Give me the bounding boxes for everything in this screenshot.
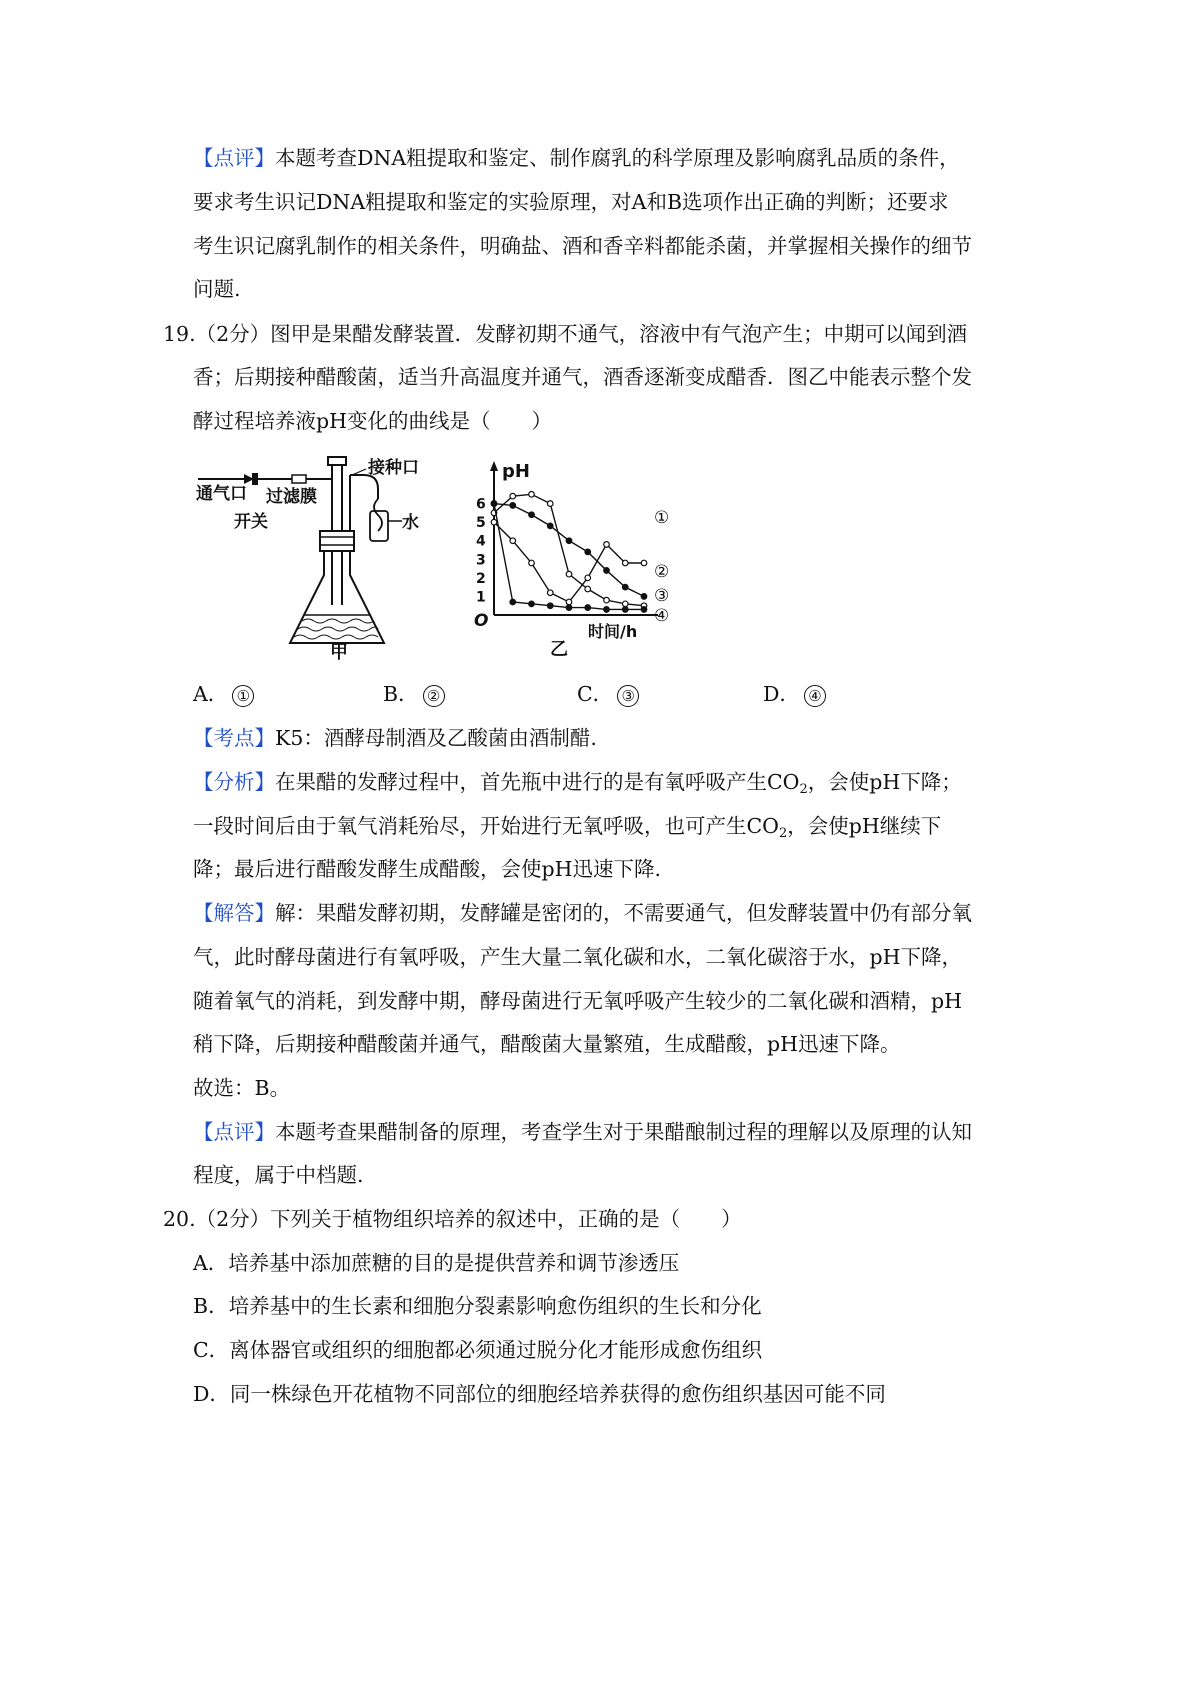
q20-option-a[interactable]: A．培养基中添加蔗糖的目的是提供营养和调节渗透压 xyxy=(193,1251,680,1275)
series-label-2: ② xyxy=(654,562,670,582)
q19-stem-line-1: 19.（2分）图甲是果醋发酵装置．发酵初期不通气，溶液中有气泡产生；中期可以闻到酒 xyxy=(163,322,968,346)
series-line-4 xyxy=(494,504,644,610)
series-3-point xyxy=(529,491,535,497)
label-inlet: 通气口 xyxy=(196,484,247,504)
series-1-point xyxy=(604,542,610,548)
series-1-point xyxy=(585,575,591,581)
q19-jieda-line-3: 随着氧气的消耗，到发酵中期，酵母菌进行无氧呼吸产生较少的二氧化碳和酒精，pH xyxy=(193,989,962,1013)
jieda-text-1: 解：果醋发酵初期，发酵罐是密闭的，不需要通气，但发酵装置中仍有部分氧 xyxy=(275,901,972,925)
tag-bracket-open: 【 xyxy=(193,146,214,170)
series-label-3: ③ xyxy=(654,586,670,606)
review1-line-2: 要求考生识记DNA粗提取和鉴定的实验原理，对A和B选项作出正确的判断；还要求 xyxy=(193,190,949,214)
fenxi-sub-2: 2 xyxy=(779,826,788,841)
y-tick-label: 2 xyxy=(476,570,486,587)
q19-stem-line-2: 香；后期接种醋酸菌，适当升高温度并通气，酒香逐渐变成醋香．图乙中能表示整个发 xyxy=(193,365,972,389)
review1-tag: 点评 xyxy=(213,146,255,170)
q19-answer: 故选：B。 xyxy=(193,1076,291,1100)
series-1-point xyxy=(510,538,516,544)
y-tick-label: 1 xyxy=(476,589,486,606)
review1-line-4: 问题. xyxy=(193,277,241,301)
series-2-point xyxy=(566,538,572,544)
series-3-point xyxy=(585,586,591,592)
q20-option-c[interactable]: C．离体器官或组织的细胞都必须通过脱分化才能形成愈伤组织 xyxy=(193,1338,763,1362)
series-line-3 xyxy=(494,494,644,605)
fenxi-text-2b: ，会使pH继续下 xyxy=(787,814,942,838)
series-4-point xyxy=(566,605,572,611)
series-label-4: ④ xyxy=(654,606,670,626)
q19-jieda-line-4: 稍下降，后期接种醋酸菌并通气，醋酸菌大量繁殖，生成醋酸，pH迅速下降。 xyxy=(193,1032,901,1056)
ph-curve-chart xyxy=(470,455,680,665)
review2-tag: 点评 xyxy=(213,1120,255,1144)
q19-option-c[interactable] xyxy=(577,680,639,708)
q19-stem-line-3: 酵过程培养液pH变化的曲线是（ ） xyxy=(193,409,552,433)
series-4-point xyxy=(529,601,535,607)
q19-review-line-1: 【点评】本题考查果醋制备的原理，考查学生对于果醋酿制过程的理解以及原理的认知 xyxy=(193,1120,972,1144)
q19-jieda-line-2: 气，此时酵母菌进行有氧呼吸，产生大量二氧化碳和水，二氧化碳溶于水，pH下降， xyxy=(193,945,962,969)
series-3-point xyxy=(510,493,516,499)
series-1-point xyxy=(547,590,553,596)
review1-text-1: 本题考查DNA粗提取和鉴定、制作腐乳的科学原理及影响腐乳品质的条件， xyxy=(275,146,960,170)
series-2-point xyxy=(529,512,535,518)
series-4-point xyxy=(510,599,516,605)
q19-option-b-mark: ② xyxy=(423,685,445,707)
series-4-point xyxy=(491,501,497,507)
jieda-tag: 解答 xyxy=(213,901,255,925)
q19-option-d-mark: ④ xyxy=(804,685,826,707)
series-label-1: ① xyxy=(654,508,670,528)
series-2-point xyxy=(547,523,553,529)
q19-option-c-letter: C． xyxy=(577,682,614,706)
tag-bracket-close: 】 xyxy=(254,146,275,170)
q19-fenxi-line-1: 【分析】在果醋的发酵过程中，首先瓶中进行的是有氧呼吸产生$CO_2$，会使pH下降； xyxy=(193,770,962,797)
graph-caption: 乙 xyxy=(550,639,568,660)
series-4-point xyxy=(622,607,628,613)
q19-option-a-mark: ① xyxy=(232,685,254,707)
fenxi-text-2a: 一段时间后由于氧气消耗殆尽，开始进行无氧呼吸，也可产生CO xyxy=(193,814,779,838)
label-water: 水 xyxy=(402,513,419,533)
series-2-point xyxy=(510,503,516,509)
q19-option-c-mark: ③ xyxy=(617,685,639,707)
series-1-point xyxy=(491,519,497,525)
series-4-point xyxy=(585,605,591,611)
q19-fenxi-line-3: 降；最后进行醋酸发酵生成醋酸，会使pH迅速下降. xyxy=(193,857,662,881)
q20-option-d[interactable]: D．同一株绿色开花植物不同部位的细胞经培养获得的愈伤组织基因可能不同 xyxy=(193,1382,886,1406)
label-inoculation: 接种口 xyxy=(368,458,419,478)
series-4-point xyxy=(604,607,610,613)
y-axis-arrow xyxy=(490,461,498,471)
series-4-point xyxy=(641,607,647,613)
review1-line-3: 考生识记腐乳制作的相关条件，明确盐、酒和香辛料都能杀菌，并掌握相关操作的细节 xyxy=(193,234,972,258)
series-4-point xyxy=(547,603,553,609)
y-tick-label: 6 xyxy=(476,496,486,513)
fenxi-tag: 分析 xyxy=(213,770,255,794)
y-tick-label: 4 xyxy=(476,533,486,550)
q19-fenxi-line-2 xyxy=(193,812,941,848)
q19-option-b-letter: B． xyxy=(383,682,419,706)
q19-review-line-2: 程度，属于中档题. xyxy=(193,1163,364,1187)
fenxi-sub-1: 2 xyxy=(799,782,808,797)
series-1-point xyxy=(529,560,535,566)
q20-option-b[interactable]: B．培养基中的生长素和细胞分裂素影响愈伤组织的生长和分化 xyxy=(193,1294,762,1318)
y-tick-label: 5 xyxy=(476,515,486,532)
label-switch: 开关 xyxy=(234,512,268,532)
y-tick-label: 3 xyxy=(476,552,486,569)
series-1-point xyxy=(622,560,628,566)
origin-label: O xyxy=(474,611,489,631)
x-axis-label: 时间/h xyxy=(588,622,638,641)
series-line-2 xyxy=(494,504,644,597)
series-1-point xyxy=(566,599,572,605)
series-3-point xyxy=(547,501,553,507)
series-3-point xyxy=(604,597,610,603)
q19-option-d[interactable] xyxy=(763,680,826,708)
series-2-point xyxy=(622,584,628,590)
series-line-1 xyxy=(494,522,644,602)
q20-stem: 20.（2分）下列关于植物组织培养的叙述中，正确的是（ ） xyxy=(163,1207,742,1231)
series-2-point xyxy=(604,568,610,574)
review1-line-1 xyxy=(193,144,960,172)
label-filter: 过滤膜 xyxy=(266,487,317,507)
q19-option-b[interactable] xyxy=(383,680,445,708)
fenxi-text-1a: 在果醋的发酵过程中，首先瓶中进行的是有氧呼吸产生CO xyxy=(275,770,800,794)
y-axis-label: pH xyxy=(502,461,530,482)
series-3-point xyxy=(622,601,628,607)
apparatus-caption: 甲 xyxy=(330,642,348,663)
fermentation-apparatus-figure xyxy=(192,455,470,665)
q19-option-a-letter: A． xyxy=(193,682,229,706)
review2-text-1: 本题考查果醋制备的原理，考查学生对于果醋酿制过程的理解以及原理的认知 xyxy=(275,1120,972,1144)
series-2-point xyxy=(641,594,647,600)
series-2-point xyxy=(585,549,591,555)
q19-option-d-letter: D． xyxy=(763,682,800,706)
kaodian-text: K5：酒酵母制酒及乙酸菌由酒制醋. xyxy=(275,726,597,750)
fenxi-text-1b: ，会使pH下降； xyxy=(807,770,962,794)
q19-option-a[interactable] xyxy=(193,680,254,708)
q19-jieda-line-1: 【解答】解：果醋发酵初期，发酵罐是密闭的，不需要通气，但发酵装置中仍有部分氧 xyxy=(193,901,972,925)
q19-kaodian: 【考点】K5：酒酵母制酒及乙酸菌由酒制醋. xyxy=(193,726,597,750)
kaodian-tag: 考点 xyxy=(213,726,255,750)
series-3-point xyxy=(566,571,572,577)
series-1-point xyxy=(641,560,647,566)
